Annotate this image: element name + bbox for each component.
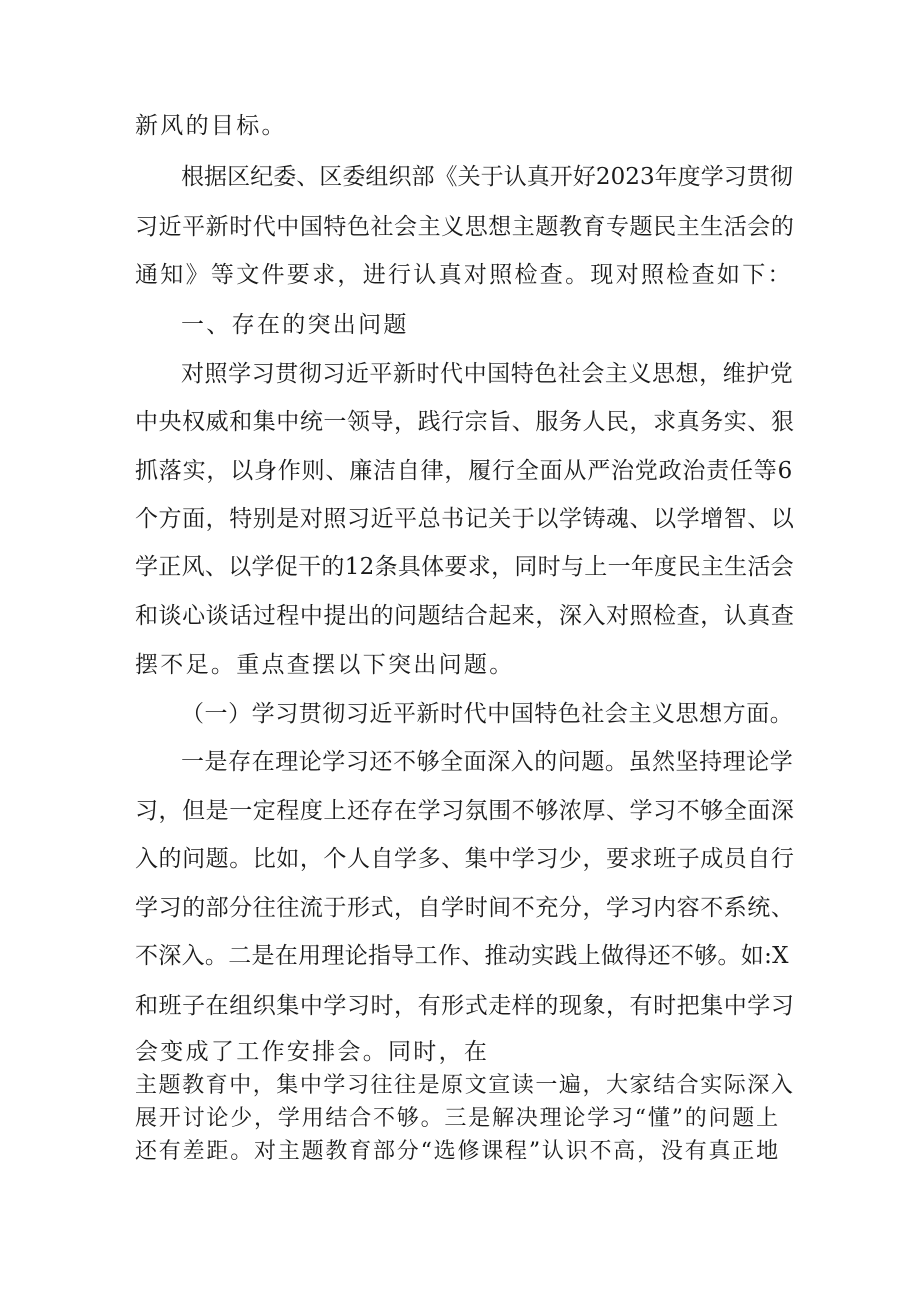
text-line: 还有差距。对主题教育部分“选修课程”认识不高，没有真正地 <box>135 1139 780 1164</box>
text-line: 个方面，特别是对照习近平总书记关于以学铸魂、以学增智、以 <box>135 506 795 532</box>
text-line: 抓落实，以身作则、廉洁自律，履行全面从严治党政治责任等6 <box>135 458 794 484</box>
text-line: 展开讨论少，学用结合不够。三是解决理论学习“懂”的问题上 <box>135 1106 780 1131</box>
text-line: 新风的目标。 <box>135 113 287 139</box>
text-line: 学习的部分往往流于形式，自学时间不充分，学习内容不系统、 <box>135 895 795 921</box>
paragraph-start-line: 对照学习贯彻习近平新时代中国特色社会主义思想，维护党 <box>181 361 794 387</box>
paragraph-start-line: 根据区纪委、区委组织部《关于认真开好2023年度学习贯彻 <box>181 164 793 190</box>
text-line: 入的问题。比如，个人自学多、集中学习少，要求班子成员自行 <box>135 846 795 872</box>
text-line: 习，但是一定程度上还存在学习氛围不够浓厚、学习不够全面深 <box>135 798 795 824</box>
text-line: 摆不足。重点查摆以下突出问题。 <box>135 652 515 678</box>
text-line: 不深入。二是在用理论指导工作、推动实践上做得还不够。如:X <box>135 943 789 969</box>
section-heading: 一、存在的突出问题 <box>181 312 409 338</box>
text-line: 会变成了工作安排会。同时，在 <box>135 1039 490 1065</box>
text-line: 习近平新时代中国特色社会主义思想主题教育专题民主生活会的 <box>135 214 795 240</box>
text-line: 和班子在组织集中学习时，有形式走样的现象，有时把集中学习 <box>135 993 795 1019</box>
text-line: 主题教育中，集中学习往往是原文宣读一遍，大家结合实际深入 <box>135 1073 795 1098</box>
subsection-heading: （一）学习贯彻习近平新时代中国特色社会主义思想方面。 <box>181 701 794 727</box>
text-line: 通知》等文件要求，进行认真对照检查。现对照检查如下： <box>135 262 793 288</box>
text-line: 和谈心谈话过程中提出的问题结合起来，深入对照检查，认真查 <box>135 603 795 629</box>
text-line: 学正风、以学促干的12条具体要求，同时与上一年度民主生活会 <box>135 554 794 580</box>
text-line: 中央权威和集中统一领导，践行宗旨、服务人民，求真务实、狠 <box>135 409 795 435</box>
paragraph-start-line: 一是存在理论学习还不够全面深入的问题。虽然坚持理论学 <box>181 749 794 775</box>
